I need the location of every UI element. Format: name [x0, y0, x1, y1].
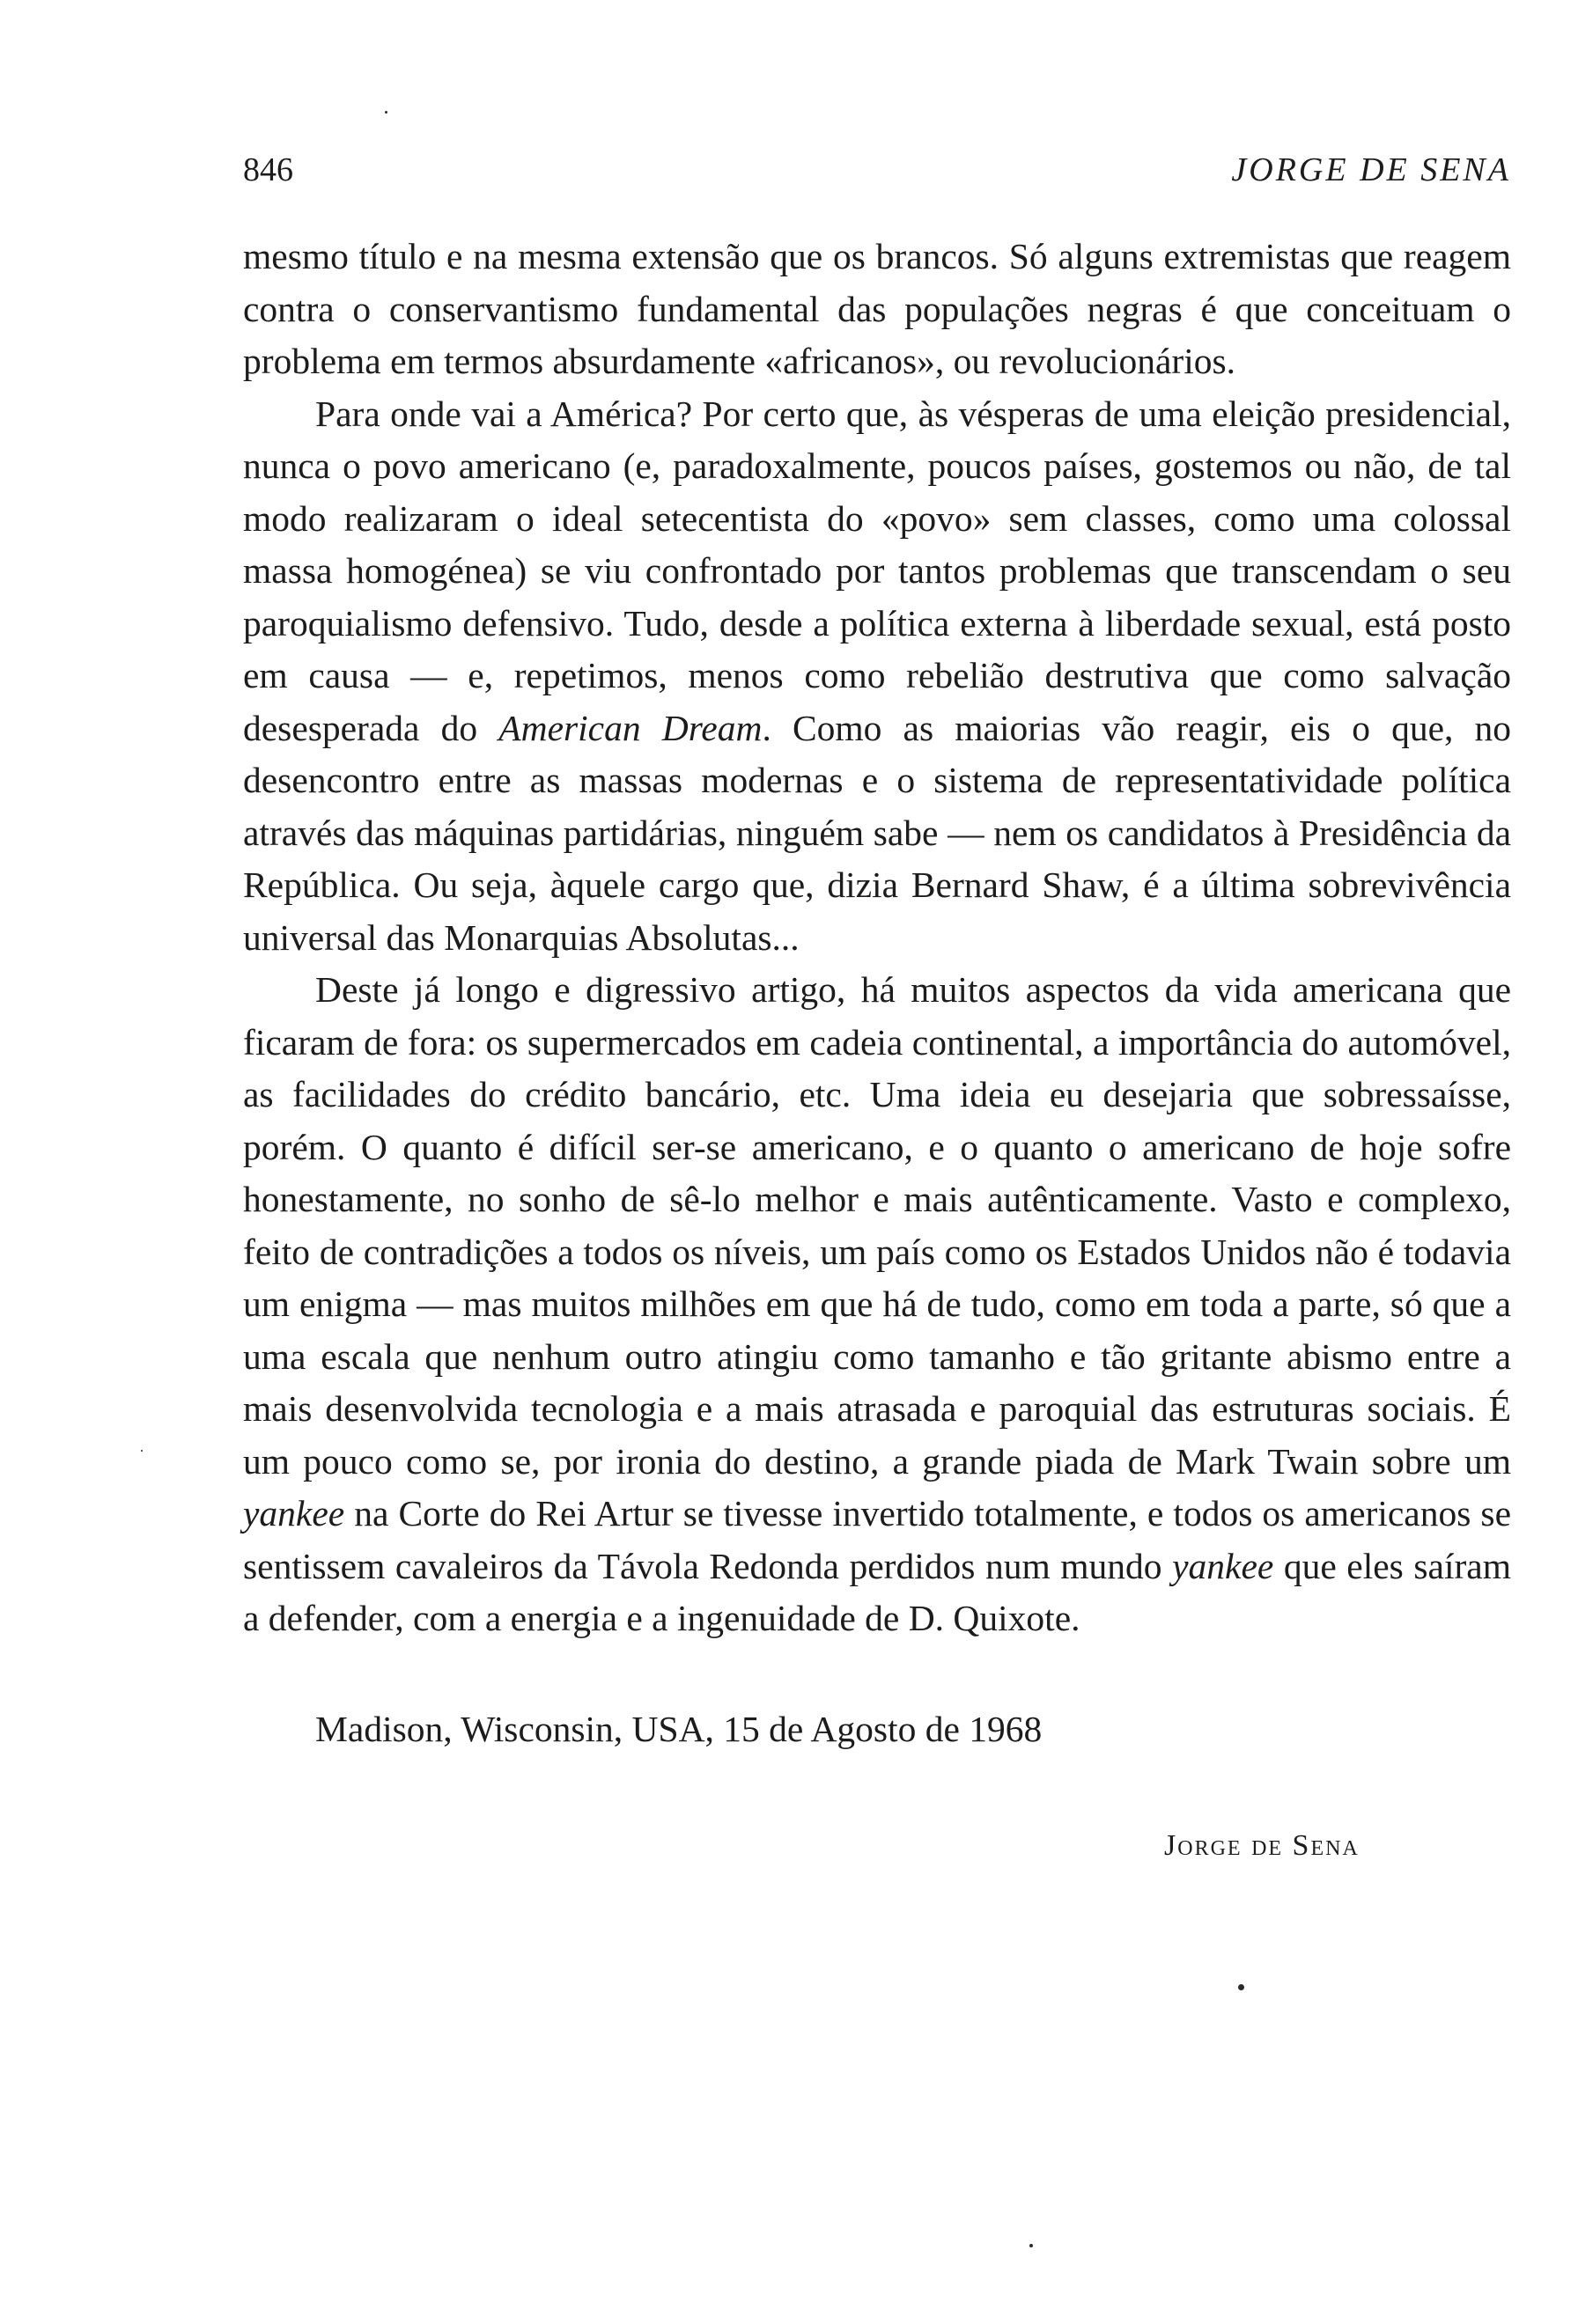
ink-speck-top [385, 111, 387, 114]
author-signature: Jorge de Sena [1164, 1829, 1360, 1862]
italic-term: yankee [243, 1493, 345, 1533]
italic-term: yankee [1172, 1545, 1274, 1586]
paragraph-3: Deste já longo e digressivo artigo, há muitos aspectos da vida americana que ficaram de fora: os supermercados em cadeia continental, a importância do automóvel, as facilidades do crédito bancário, etc. Uma ideia eu desejaria que sobressaísse, porém. O quanto é difícil ser-se americano, e o quanto o americano de hoje sofre honestamente, no sonho de sê-lo melhor e mais autênticamente. Vasto e complexo, feito de contradições a todos os níveis, um país como os Estados Unidos não é todavia um enigma — mas muitos milhões em que há de tudo, como em toda a parte, só que a uma escala que nenhum outro atingiu como tamanho e tão gritante abismo entre a mais desenvolvida tecnologia e a mais atrasada e paroquial das estruturas sociais. É um pouco como se, por ironia do destino, a grande piada de Mark Twain sobre um yankee na Corte do Rei Artur se tivesse invertido totalmente, e todos os americanos se sentissem cavaleiros da Távola Redonda perdidos num mundo yankee que eles saíram a defender, com a energia e a ingenuidade de D. Quixote. [243, 969, 1511, 1638]
ink-speck-left [141, 1450, 143, 1452]
running-head: JORGE DE SENA [1231, 151, 1511, 188]
paragraph-1: mesmo título e na mesma extensão que os brancos. Só alguns extremistas que reagem contra o conservantismo fundamental das populações negras é que conceituam o problema em termos absurdamente «africanos», ou revolucionários. [243, 236, 1511, 381]
italic-term: American Dream [498, 707, 763, 748]
paragraph-2: Para onde vai a América? Por certo que, às vésperas de uma eleição presidencial, nunca o povo americano (e, paradoxalmente, poucos países, gostemos ou não, de tal modo realizaram o ideal setecentista do «povo» sem classes, como uma colossal massa homogénea) se viu confrontado por tantos problemas que transcendam o seu paroquialismo defensivo. Tudo, desde a política externa à liberdade sexual, está posto em causa — e, repetimos, menos como rebelião destrutiva que como salvação desesperada do American Dream. Como as maiorias vão reagir, eis o que, no desencontro entre as massas modernas e o sistema de representatividade política através das máquinas partidárias, ninguém sabe — nem os candidatos à Presidência da República. Ou seja, àquele cargo que, dizia Bernard Shaw, é a última sobrevivência universal das Monarquias Absolutas... [243, 393, 1512, 958]
ink-speck-bottom [1029, 2244, 1033, 2247]
dateline: Madison, Wisconsin, USA, 15 de Agosto de 1968 [315, 1709, 1043, 1749]
article-body [243, 231, 1511, 1645]
ink-speck-right [1238, 1984, 1244, 1990]
page-header [243, 148, 1511, 192]
page-number: 846 [243, 151, 293, 188]
